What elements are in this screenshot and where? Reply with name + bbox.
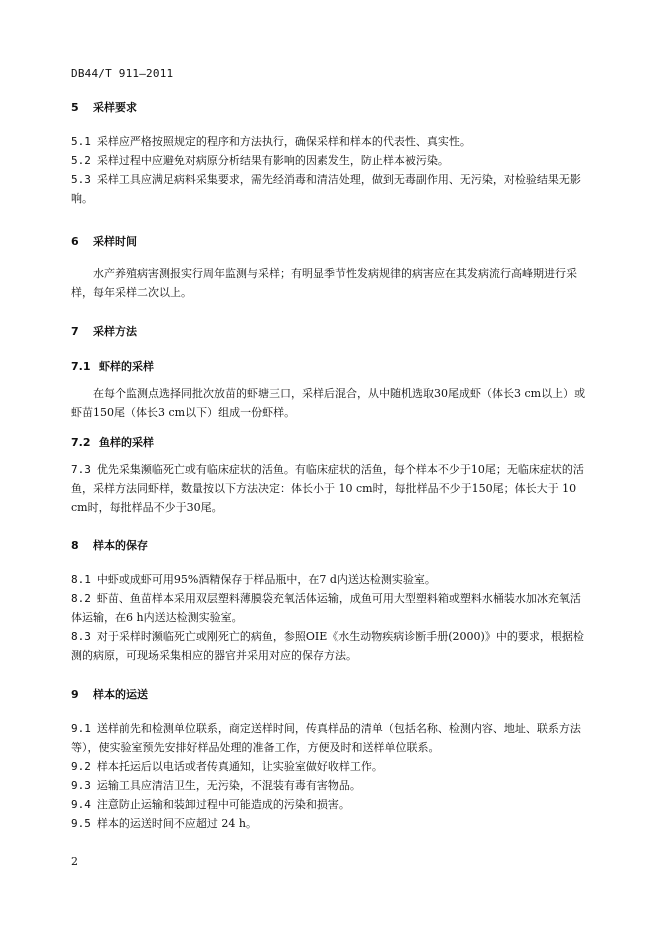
clause-5-3: 5.3 采样工具应满足病料采集要求，需先经消毒和清洁处理，做到无毒副作用、无污染，对检验结果无影响。 (71, 173, 581, 205)
clause-9-1: 9.1 送样前先和检测单位联系，商定送样时间，传真样品的清单（包括名称、检测内容、地址、联系方法等），使实验室预先安排好样品处理的准备工作，方便及时和送样单位联系。 (71, 722, 581, 754)
section-5-heading: 5 采样要求 (71, 101, 137, 114)
page-number: 2 (71, 855, 78, 868)
section-6-heading: 6 采样时间 (71, 235, 137, 248)
section-7-1-heading: 7.1 虾样的采样 (71, 360, 154, 373)
section-6-paragraph: 水产养殖病害测报实行周年监测与采样；有明显季节性发病规律的病害应在其发病流行高峰期进行采样，每年采样二次以上。 (71, 267, 577, 299)
section-7-1-paragraph: 在每个监测点选择同批次放苗的虾塘三口，采样后混合，从中随机选取30尾成虾（体长3 cm以上）或虾苗150尾（体长3 cm以下）组成一份虾样。 (71, 387, 586, 419)
standard-code-header: DB44/T 911—2011 (71, 67, 174, 80)
clause-8-3: 8.3 对于采样时濒临死亡或刚死亡的病鱼，参照OIE《水生动物疾病诊断手册(2000)》中的要求，根据检测的病原，可现场采集相应的器官并采用对应的保存方法。 (71, 630, 584, 662)
clause-9-3: 9.3 运输工具应清洁卫生，无污染，不混装有毒有害物品。 (71, 779, 361, 792)
clause-9-5: 9.5 样本的运送时间不应超过 24 h。 (71, 817, 257, 830)
clause-9-4: 9.4 注意防止运输和装卸过程中可能造成的污染和损害。 (71, 798, 350, 811)
clause-8-1: 8.1 中虾或成虾可用95%酒精保存于样品瓶中，在7 d内送达检测实验室。 (71, 573, 436, 586)
clause-7-3: 7.3 优先采集濒临死亡或有临床症状的活鱼。有临床症状的活鱼，每个样本不少于10尾；无临床症状的活鱼，采样方法同虾样，数量按以下方法决定：体长小于 10 cm时，每批样品不少于150尾；体长大于 10 cm时，每批样品不少于30尾。 (71, 463, 584, 514)
clause-5-2: 5.2 采样过程中应避免对病原分析结果有影响的因素发生，防止样本被污染。 (71, 154, 449, 167)
section-7-2-heading: 7.2 鱼样的采样 (71, 436, 154, 449)
section-9-heading: 9 样本的运送 (71, 688, 148, 701)
clause-5-1: 5.1 采样应严格按照规定的程序和方法执行，确保采样和样本的代表性、真实性。 (71, 135, 471, 148)
clause-8-2: 8.2 虾苗、鱼苗样本采用双层塑料薄膜袋充氧活体运输，成鱼可用大型塑料箱或塑料水桶装水加冰充氧活体运输，在6 h内送达检测实验室。 (71, 592, 581, 624)
clause-9-2: 9.2 样本托运后以电话或者传真通知，让实验室做好收样工作。 (71, 760, 383, 773)
section-8-heading: 8 样本的保存 (71, 539, 148, 552)
section-7-heading: 7 采样方法 (71, 325, 137, 338)
